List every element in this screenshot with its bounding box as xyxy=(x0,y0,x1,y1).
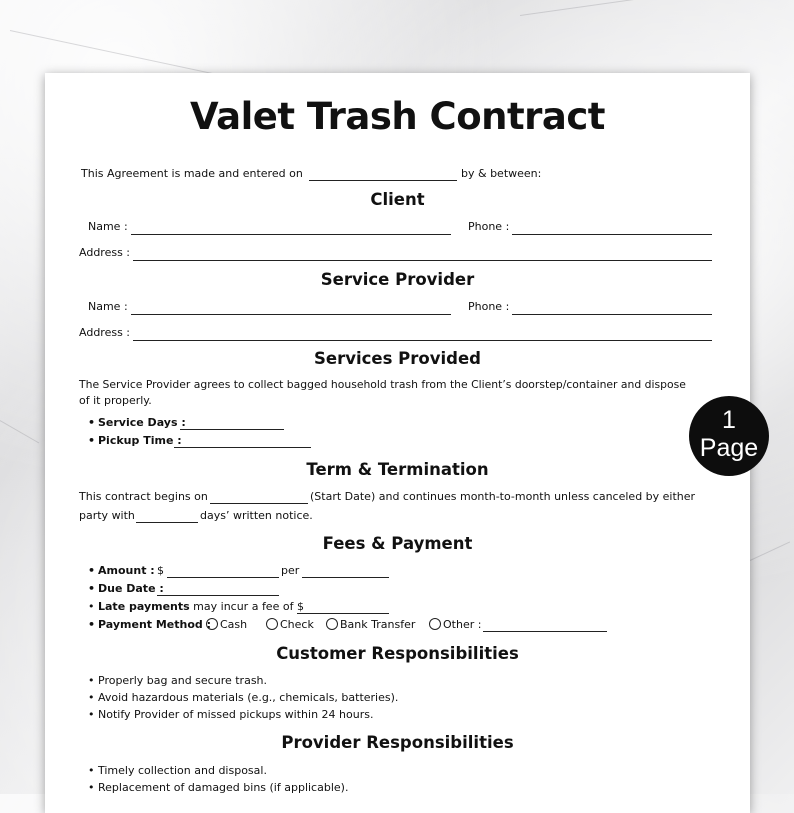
provider-name-field[interactable] xyxy=(131,314,451,315)
provider-resp-heading: Provider Responsibilities xyxy=(281,733,514,752)
payment-option-label: Cash xyxy=(220,618,248,631)
client-name-label: Name : xyxy=(88,220,128,233)
service-days-label: • Service Days : xyxy=(98,416,186,429)
client-address-field[interactable] xyxy=(133,260,712,261)
amount-per-label: per xyxy=(281,564,300,577)
list-item: • Notify Provider of missed pickups within 24 hours. xyxy=(98,708,373,721)
client-address-label: Address : xyxy=(79,246,131,259)
notice-days-field[interactable] xyxy=(136,522,198,523)
list-item: • Timely collection and disposal. xyxy=(98,764,267,777)
provider-phone-label: Phone : xyxy=(468,300,510,313)
term-text-start: This contract begins on xyxy=(79,490,208,503)
payment-option-label: Other : xyxy=(443,618,482,631)
amount-field[interactable] xyxy=(167,577,279,578)
services-heading: Services Provided xyxy=(314,349,481,368)
client-phone-field[interactable] xyxy=(512,234,712,235)
intro-text-end: by & between: xyxy=(461,167,542,180)
fees-heading: Fees & Payment xyxy=(322,534,473,553)
start-date-field[interactable] xyxy=(210,503,308,504)
term-heading: Term & Termination xyxy=(306,460,489,479)
late-payments-rest: may incur a fee of $ xyxy=(193,600,304,613)
radio-circle-icon xyxy=(326,618,338,630)
payment-option-other[interactable] xyxy=(429,618,481,631)
amount-dollar-sign: $ xyxy=(157,564,164,577)
intro-text: This Agreement is made and entered on xyxy=(81,167,303,180)
payment-option-bank-transfer[interactable] xyxy=(326,618,415,631)
radio-circle-icon xyxy=(266,618,278,630)
list-item: • Properly bag and secure trash. xyxy=(98,674,267,687)
late-payments-text xyxy=(98,600,304,613)
payment-method-label: • Payment Method : xyxy=(98,618,211,631)
client-heading: Client xyxy=(370,190,425,209)
payment-option-label: Check xyxy=(280,618,314,631)
term-text-notice-end: days’ written notice. xyxy=(200,509,313,522)
provider-address-label: Address : xyxy=(79,326,131,339)
contract-page xyxy=(45,73,750,813)
term-text-notice-start: party with xyxy=(79,509,135,522)
service-days-field[interactable] xyxy=(180,429,284,430)
agreement-date-field[interactable] xyxy=(309,180,457,181)
provider-heading: Service Provider xyxy=(320,270,475,289)
provider-name-label: Name : xyxy=(88,300,128,313)
late-fee-field[interactable] xyxy=(297,613,389,614)
provider-phone-field[interactable] xyxy=(512,314,712,315)
marble-vein xyxy=(520,0,778,16)
payment-option-label: Bank Transfer xyxy=(340,618,416,631)
pickup-time-label: • Pickup Time : xyxy=(98,434,182,447)
pickup-time-field[interactable] xyxy=(174,447,311,448)
client-name-field[interactable] xyxy=(131,234,451,235)
client-phone-label: Phone : xyxy=(468,220,510,233)
payment-option-cash[interactable] xyxy=(206,618,247,631)
amount-period-field[interactable] xyxy=(302,577,389,578)
radio-circle-icon xyxy=(206,618,218,630)
marble-vein xyxy=(750,541,790,561)
services-paragraph: The Service Provider agrees to collect bagged household trash from the Client’s doorstep/container and dispose xyxy=(79,378,686,391)
page-title: Valet Trash Contract xyxy=(190,95,605,138)
due-date-label: • Due Date : xyxy=(98,582,164,595)
marble-vein xyxy=(10,30,225,77)
amount-label: • Amount : xyxy=(98,564,155,577)
page-count-badge xyxy=(689,396,769,476)
provider-address-field[interactable] xyxy=(133,340,712,341)
term-text-continue: (Start Date) and continues month-to-month unless canceled by either xyxy=(310,490,696,503)
late-payments-label: Late payments xyxy=(98,600,190,613)
list-item: • Avoid hazardous materials (e.g., chemicals, batteries). xyxy=(98,691,398,704)
radio-circle-icon xyxy=(429,618,441,630)
payment-other-field[interactable] xyxy=(483,631,607,632)
page-count-number: 1 xyxy=(722,406,736,434)
marble-vein xyxy=(0,420,39,443)
due-date-field[interactable] xyxy=(157,595,279,596)
page-count-label: Page xyxy=(699,434,759,462)
services-paragraph-end: of it properly. xyxy=(79,394,152,407)
list-item: • Replacement of damaged bins (if applicable). xyxy=(98,781,348,794)
payment-option-check[interactable] xyxy=(266,618,314,631)
customer-heading: Customer Responsibilities xyxy=(276,644,519,663)
